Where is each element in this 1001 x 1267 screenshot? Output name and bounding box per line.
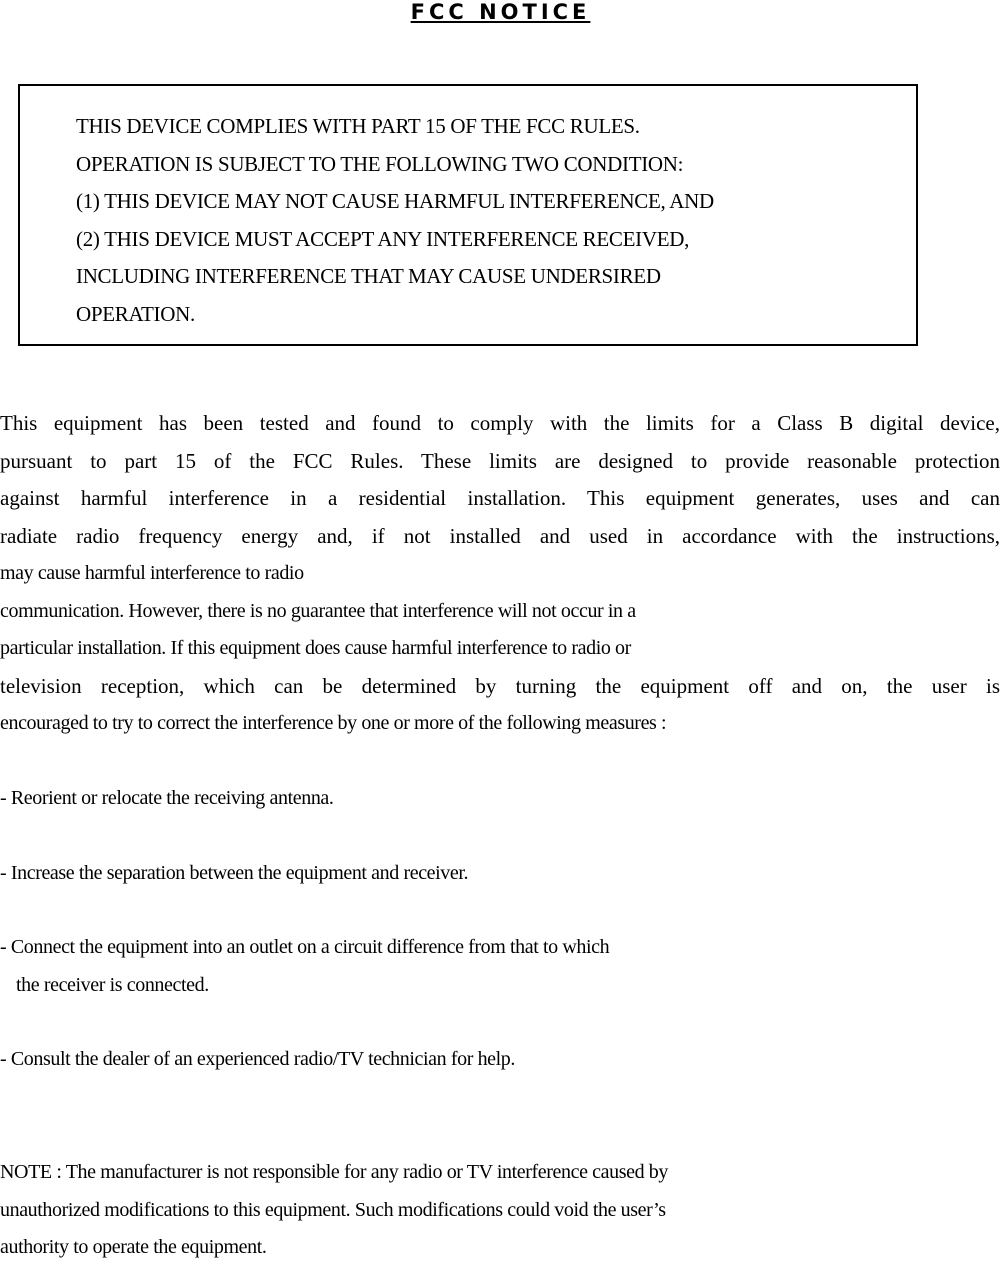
page-title: FCC NOTICE [410,0,591,24]
compliance-text [76,108,714,333]
compliance-line: INCLUDING INTERFERENCE THAT MAY CAUSE UNDERSIRED [76,264,661,288]
measure-connect [0,929,1000,1004]
body-line: encouraged to try to correct the interference by one or more of the following measures : [0,712,667,734]
note-line: unauthorized modifications to this equipment. Such modifications could void the user’s [0,1198,666,1221]
compliance-line: THIS DEVICE COMPLIES WITH PART 15 OF THE FCC RULES. [76,114,640,138]
compliance-line: (2) THIS DEVICE MUST ACCEPT ANY INTERFERENCE RECEIVED, [76,226,690,251]
body-line: radiate radio frequency energy and, if not installed and used in accordance with the instructions, [0,523,1000,548]
measure-reorient [0,780,1000,818]
body-line: television reception, which can be determined by turning the equipment off and on, the user is [0,673,1000,698]
measure-text: - Reorient or relocate the receiving antenna. [0,787,334,809]
measure-text: - Connect the equipment into an outlet on a circuit difference from that to which [0,936,610,958]
compliance-line: (1) THIS DEVICE MAY NOT CAUSE HARMFUL INTERFERENCE, AND [76,189,714,213]
body-line: particular installation. If this equipment does cause harmful interference to radio or [0,637,631,659]
compliance-line: OPERATION IS SUBJECT TO THE FOLLOWING TWO CONDITION: [76,151,684,176]
body-line: communication. However, there is no guarantee that interference will not occur in a [0,599,636,622]
note-line: NOTE : The manufacturer is not responsible for any radio or TV interference caused by [0,1161,668,1183]
measure-increase [0,855,1000,893]
note-paragraph [0,1154,1000,1267]
measure-text: - Consult the dealer of an experienced radio/TV technician for help. [0,1048,515,1070]
measure-text: the receiver is connected. [16,973,209,996]
compliance-box [18,84,918,346]
measure-text: - Increase the separation between the equipment and receiver. [0,862,469,884]
body-line: may cause harmful interference to radio [0,562,304,584]
measure-consult [0,1041,1000,1079]
note-line: authority to operate the equipment. [0,1236,267,1258]
compliance-line: OPERATION. [76,301,195,326]
body-paragraph [0,405,1000,743]
body-line: pursuant to part 15 of the FCC Rules. These limits are designed to provide reasonable protection [0,448,1000,473]
body-line: This equipment has been tested and found to comply with the limits for a Class B digital device, [0,411,1000,435]
body-line: against harmful interference in a residential installation. This equipment generates, uses and can [0,486,1000,510]
